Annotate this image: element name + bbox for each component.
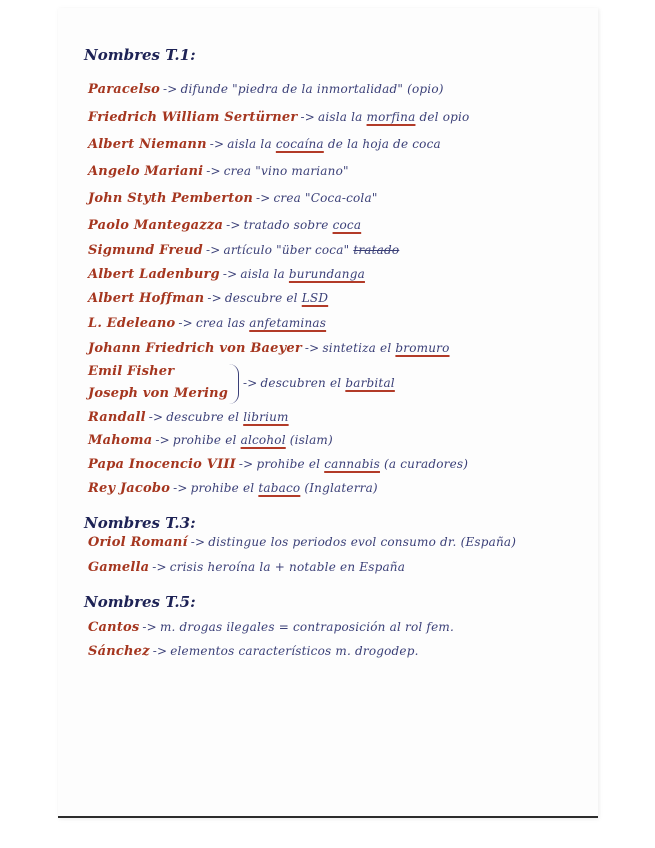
entry-name: Paolo Mantegazza — [88, 218, 224, 233]
entry-keyword: morfina — [366, 110, 416, 124]
arrow: -> — [142, 620, 157, 634]
entry-name: Albert Hoffman — [88, 291, 205, 306]
entry-hoffman — [88, 291, 328, 306]
entry-keyword: burundanga — [288, 267, 365, 281]
entry-mariani — [88, 164, 349, 179]
entry-mantegazza — [88, 218, 361, 233]
entry-text: artículo "über coca" — [223, 243, 350, 257]
entry-inocencio — [88, 457, 468, 472]
arrow: -> — [152, 644, 168, 658]
entry-sanchez — [88, 644, 419, 659]
entry-name: Randall — [88, 410, 146, 425]
entry-name: Sánchez — [88, 644, 150, 659]
entry-name: Rey Jacobo — [88, 481, 171, 496]
entry-pre: aisla la — [227, 137, 272, 151]
arrow: -> — [300, 110, 315, 124]
arrow: -> — [206, 164, 221, 178]
entry-pre: prohibe el — [256, 457, 321, 471]
section2-heading: Nombres T.3: — [84, 514, 196, 532]
entry-niemann — [88, 137, 441, 152]
entry-randall — [88, 410, 289, 425]
entry-serturner — [88, 110, 469, 125]
entry-freud — [88, 243, 399, 258]
section1-heading: Nombres T.1: — [84, 46, 196, 64]
entry-baeyer — [88, 341, 450, 356]
arrow: -> — [152, 560, 167, 574]
entry-keyword: coca — [332, 218, 362, 232]
entry-keyword: barbital — [345, 376, 395, 390]
arrow: -> — [163, 82, 178, 96]
entry-post: (a curadores) — [383, 457, 469, 471]
entry-name: Albert Niemann — [88, 137, 207, 152]
entry-pre: crea las — [195, 316, 246, 330]
entry-text: crea "vino mariano" — [223, 164, 349, 178]
entry-keyword: alcohol — [240, 433, 286, 447]
entry-text: crea "Coca-cola" — [273, 191, 378, 205]
entry-jacobo — [88, 481, 378, 496]
entry-text: difunde "piedra de la inmortalidad" (opio) — [180, 82, 444, 96]
entry-romani — [88, 535, 516, 550]
arrow: -> — [304, 341, 320, 355]
entry-name: John Styth Pemberton — [88, 191, 253, 206]
entry-gamella — [88, 560, 405, 575]
arrow: -> — [173, 481, 188, 495]
entry-pre: descubren el — [260, 376, 342, 390]
arrow: -> — [238, 457, 254, 471]
entry-text: m. drogas ilegales = contraposición al rol fem. — [159, 620, 454, 634]
entry-name: Joseph von Mering — [88, 386, 229, 401]
entry-text: crisis heroína la + notable en España — [169, 560, 406, 574]
entry-cantos — [88, 620, 454, 635]
arrow: -> — [148, 410, 164, 424]
arrow: -> — [178, 316, 193, 330]
arrow: -> — [190, 535, 206, 549]
entry-pre: aisla la — [240, 267, 285, 281]
arrow: -> — [209, 137, 225, 151]
entry-name: Sigmund Freud — [88, 243, 203, 258]
entry-pre: prohibe el — [172, 433, 237, 447]
entry-keyword: librium — [243, 410, 289, 424]
entry-name: L. Edeleano — [88, 316, 176, 331]
entry-edeleano — [88, 316, 326, 331]
entry-name: Gamella — [88, 560, 150, 575]
arrow: -> — [207, 291, 222, 305]
entry-post: (islam) — [289, 433, 333, 447]
entry-pre: sintetiza el — [322, 341, 392, 355]
entry-keyword: LSD — [301, 291, 329, 305]
entry-name: Paracelso — [88, 82, 161, 97]
entry-name: Johann Friedrich von Baeyer — [88, 341, 302, 356]
entry-name: Emil Fisher — [88, 364, 175, 379]
arrow: -> — [205, 243, 221, 257]
section3-heading: Nombres T.5: — [84, 593, 196, 611]
entry-ladenburg — [88, 267, 365, 282]
entry-name: Oriol Romaní — [88, 535, 188, 550]
arrow: -> — [222, 267, 238, 281]
entry-post: (Inglaterra) — [304, 481, 378, 495]
entry-text: elementos característicos m. drogodep. — [170, 644, 419, 658]
arrow: -> — [255, 191, 271, 205]
entry-pre: aisla la — [317, 110, 363, 124]
entry-name: Angelo Mariani — [88, 164, 204, 179]
arrow: -> — [155, 433, 170, 447]
entry-fisher — [88, 364, 174, 379]
entry-name: Mahoma — [88, 433, 153, 448]
entry-name: Papa Inocencio VIII — [88, 457, 236, 472]
entry-post: de la hoja de coca — [327, 137, 441, 151]
entry-name: Cantos — [88, 620, 140, 635]
arrow: -> — [243, 376, 258, 390]
entry-keyword: anfetaminas — [249, 316, 327, 330]
entry-pemberton — [88, 191, 378, 206]
entry-mahoma — [88, 433, 333, 448]
entry-keyword: bromuro — [395, 341, 450, 355]
entry-pre: prohibe el — [190, 481, 255, 495]
entry-name: Albert Ladenburg — [88, 267, 220, 282]
entry-pre: descubre el — [166, 410, 240, 424]
entry-pre: tratado sobre — [243, 218, 329, 232]
entry-mering — [88, 386, 228, 401]
entry-post: del opio — [419, 110, 470, 124]
entry-keyword: tabaco — [258, 481, 301, 495]
entry-name: Friedrich William Sertürner — [88, 110, 298, 125]
struck-word: tratado — [353, 243, 400, 257]
entry-keyword: cocaína — [275, 137, 324, 151]
entry-barbital — [240, 376, 395, 390]
entry-paracelso — [88, 82, 444, 97]
arrow: -> — [226, 218, 241, 232]
grouping-brace — [228, 364, 239, 404]
entry-pre: descubre el — [224, 291, 298, 305]
entry-text: distingue los periodos evol consumo dr. (España) — [208, 535, 517, 549]
entry-keyword: cannabis — [324, 457, 380, 471]
